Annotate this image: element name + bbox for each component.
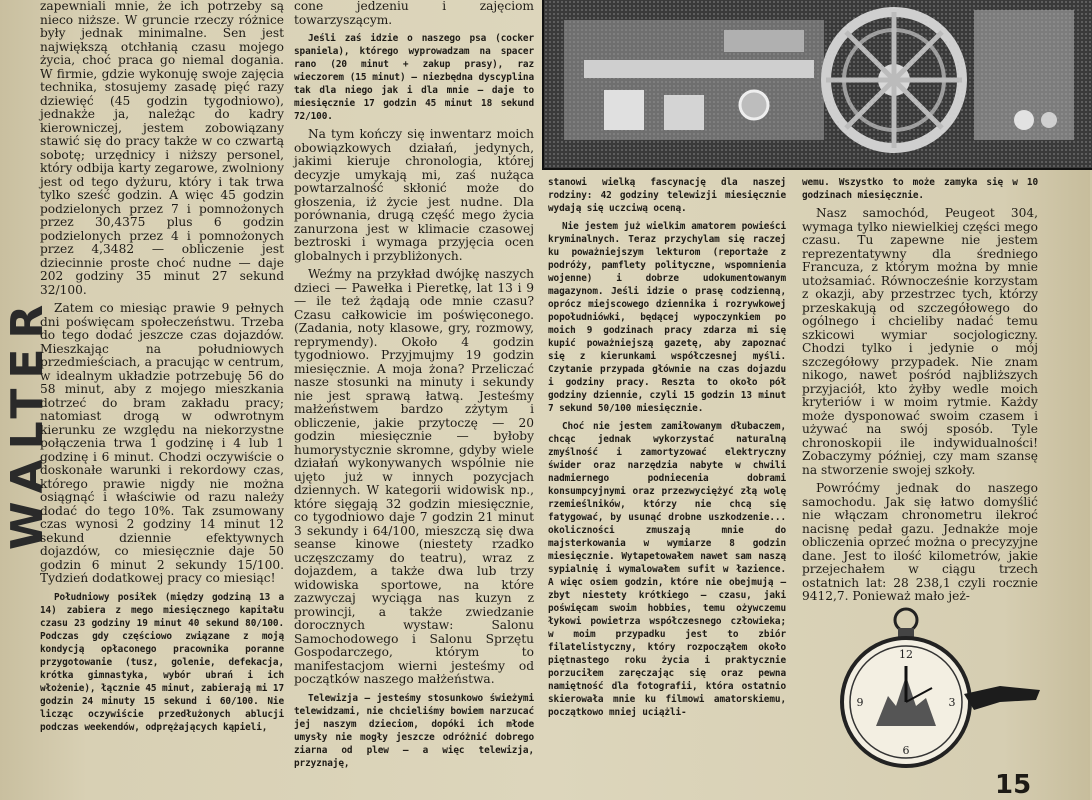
pocket-watch-icon [840, 606, 1050, 776]
column-3 [548, 176, 786, 796]
col2-small-paragraph: Jeśli zaś idzie o naszego psa (cocker spaniela), którego wyprowadzam na spacer rano (20 minut + zakup prasy), raz wieczorem (15 minut) — niezbędna dyscyplina tak dla niego jak i dla mnie — daje to miesięcznie 17 godzin 45 minut 18 sekund 72/100. [294, 33, 534, 122]
column-4 [802, 176, 1038, 606]
col1-paragraph-1: zapewniali mnie, że ich potrzeby są nieco niższe. W gruncie rzeczy różnice były jednak minimalne. Sen jest największą otchłanią czasu mojego życia, choć praca go niemal dogania. W firmie, gdzie wykonuję swoje zajęcia technika, stosujemy zasadę pięć razy dziewięć (45 godzin tygodniowo), jednakże ja, należąc do kadry kierowniczej, jestem zobowiązany stawić się do pracy także w co czwartą sobotę; urzędnicy i niższy personel, który odbija karty zegarowe, zwolniony jest od tego dyżuru, który i tak trwa tylko sześć godzin. A więc 45 godzin podzielonych przez 7 i pomnożonych przez 30,4375 plus 6 godzin podzielonych przez 4 i pomnożonych przez 4,3482 — obliczenie jest dziecinnie proste choć nudne — daje 202 godziny 35 minut 27 sekund 32/100. [40, 0, 284, 297]
col2-paragraph-2: Weźmy na przykład dwójkę naszych dzieci — Pawełka i Pieretkę, lat 13 i 9 — ile też żądają ode mnie czasu? Czasu całkowicie im poświęconego. (Zadania, noty klasowe, gry, rozmowy, reprymendy). Około 4 godzin tygodniowo. Przyjmujmy 19 godzin miesięcznie. A moja żona? Przeliczać nasze stosunki na minuty i sekundy nie jest sprawą łatwą. Jesteśmy małżeństwem bardzo zżytym i obliczenie, jakie przytoczę — 20 godzin miesięcznie — byłoby humorystycznie skromne, gdyby wiele działań wykonywanych wspólnie nie ujęto już w innych pozycjach dziennych. W kategorii widowisk np., które sięgają 32 godzin miesięcznie, co tygodniowo daje 7 godzin 21 minut 3 sekundy i 64/100, mieszczą się dwa seanse kinowe (niestety rzadko uczęszczamy do teatru), wraz z dojazdem, a także dwa lub trzy widowiska sportowe, na które zazwyczaj wyciąga nas kuzyn z prowincji, a także zwiedzanie dorocznych wystaw: Salonu Samochodowego i Salonu Sprzętu Gospodarczego, którym to manifestacjom wierni jesteśmy od początków naszego małżeństwa. [294, 267, 534, 686]
svg-text:6: 6 [902, 744, 910, 757]
machine-illustration-icon [544, 0, 1092, 168]
col2-small-paragraph-2: Telewizja — jesteśmy stosunkowo świeżymi telewidzami, nie chcieliśmy bowiem narzucać jej naszym dzieciom, dopóki ich młode umysły nie mogły jeszcze odróżnić dobrego ziarna od plew — a więc telewizja, przyznaję, [294, 692, 534, 769]
col4-paragraph-2: Powróćmy jednak do naszego samochodu. Jak się łatwo domyślić nie włączam chronometru ilekroć nacisnę pedał gazu. Jednakże moje obliczenia oprzeć można o precyzyjne dane. Jest to ilość kilometrów, jakie przejechałem w ciągu trzech ostatnich lat: 28 238,1 czyli rocznie 9412,7. Ponieważ mało jeż- [802, 481, 1038, 603]
vertical-heading-text: WALTER [2, 294, 53, 550]
column-1 [40, 0, 284, 790]
col3-small-paragraph-1: stanowi wielką fascynację dla naszej rodziny: 42 godziny telewizji miesięcznie wydają się uczciwą oceną. [548, 177, 786, 214]
col4-small-paragraph: wemu. Wszystko to może zamyka się w 10 godzinach miesięcznie. [802, 177, 1038, 201]
column-2 [294, 0, 534, 790]
col1-small-paragraph: Południowy posiłek (między godziną 13 a 14) zabiera z mego miesięcznego kapitału czasu 23 godziny 19 minut 40 sekund 80/100. Podczas gdy częściowo związane z moją kondycją opłaconego pracownika poranne przygotowanie (tusz, golenie, defekacja, krótka gimnastyka, wybór ubrań i ich włożenie), łącznie 45 minut, zabierają mi 17 godzin 24 minuty 15 sekund i 60/100. Nie licząc oczywiście przedłużonych ablucji podczas weekendów, odprężających kąpieli, [40, 591, 284, 733]
pocket-watch-illustration [840, 606, 1050, 776]
col3-small-paragraph-2: Nie jestem już wielkim amatorem powieści kryminalnych. Teraz przychylam się raczej ku poważniejszym lekturom (reportaże z podróży, pamflety polityczne, wspomnienia wojenne) i dobrze udokumentowanym magazynom. Jeśli idzie o prasę codzienną, oprócz miejscowego dziennika i rozrywkowej popołudniówki, będącej wypoczynkiem po moich 9 godzinach pracy zdarza mi się kupić poważniejszą gazetę, aby zapoznać się z kierunkami współczesnej myśli. Czytanie przypada głównie na czas dojazdu i godziny pracy. Reszta to około pół godziny dziennie, czyli 15 godzin 13 minut 7 sekund 50/100 miesięcznie. [548, 221, 786, 414]
svg-text:12: 12 [899, 648, 913, 661]
col2-top-line: cone jedzeniu i zajęciom towarzyszącym. [294, 0, 534, 27]
svg-text:3: 3 [948, 696, 956, 709]
col4-paragraph-1: Nasz samochód, Peugeot 304, wymaga tylko niewielkiej części mego czasu. Tu zapewne nie jestem reprezentatywny dla średniego Francuza, z którym można by mnie utożsamiać. Równocześnie korzystam z okazji, aby przestrzec tych, którzy przeskakują od szczegółowego do ogólnego i chcieliby nadać temu szkicowi wymiar socjologiczny. Chodzi tylko i jedynie o mój szczegółowy przypadek. Nie znam nikogo, nawet pośród najbliższych przyjaciół, kto żyłby wedle moich kryteriów i w moim rytmie. Każdy może dysponować swoim czasem i używać na swój sposób. Tyle chronoskopii ile indywidualności! Zobaczymy później, czy mam szansę na stworzenie swojej szkoły. [802, 206, 1038, 477]
col1-paragraph-2: Zatem co miesiąc prawie 9 pełnych dni poświęcam społeczeństwu. Trzeba do tego dodać jeszcze czas dojazdów. Mieszkając na południowych przedmieściach, a pracując w centrum, w idealnym układzie potrzebuję 56 do 58 minut, aby z mojego mieszkania dotrzeć do bram zakładu pracy; natomiast drogą w odwrotnym kierunku ze względu na niekorzystne połączenia trwa 1 godzinę i 4 lub 1 godzinę i 6 minut. Chodzi oczywiście o doskonałe warunki i rekordowy czas, którego prawie nigdy nie można osiągnąć i właściwie od razu należy dodać do tego 10%. Tak zsumowany czas wynosi 2 godziny 14 minut 12 sekund dziennie efektywnych dojazdów, co miesięcznie daje 50 godzin 6 minut 2 sekundy 15/100. Tydzień dodatkowej pracy co miesiąc! [40, 301, 284, 585]
col3-small-paragraph-3: Choć nie jestem zamiłowanym dłubaczem, chcąc jednak wykorzystać naturalną zmyślność i zamortyzować elektryczny świder oraz narzędzia nabyte w chwili nadmiernego podniecenia dobrami konsumpcyjnymi oraz przezwyciężyć złą wolę rzemieślników, którzy nie chcą się fatygować, by usunąć drobne uszkodzenie... okoliczności zmuszają mnie do majsterkowania w wymiarze 8 godzin miesięcznie. Wytapetowałem nawet sam naszą sypialnię i wymalowałem sufit w łazience. A więc osiem godzin, które nie obejmują — zbyt niestety krótkiego — czasu, jaki poświęcam swoim hobbies, temu ożywczemu łykowi powietrza współczesnego człowieka; w moim przypadku jest to zbiór filatelistyczny, który rozpocząłem około piętnastego roku życia i praktycznie porzuciłem zaręczając się oraz pewna namiętność dla fotografii, która ostatnio skierowała mnie ku filmowi amatorskiemu, początkowo mniej uciążli- [548, 421, 786, 718]
page-number: 15 [995, 770, 1032, 800]
col2-paragraph-1: Na tym kończy się inwentarz moich obowiązkowych działań, jedynych, jakimi kieruje chronologia, której decyzje umykają mi, zaś nużąca powtarzalność skłonić może do głoszenia, iż życie jest nudne. Dla porównania, drugą część mego życia zanurzona jest w klimacie czasowej beztroski i wymaga przyjęcia ocen globalnych i przybliżonych. [294, 127, 534, 263]
machine-gears-photo [542, 0, 1092, 170]
svg-text:9: 9 [856, 696, 864, 709]
vertical-heading [0, 0, 53, 800]
